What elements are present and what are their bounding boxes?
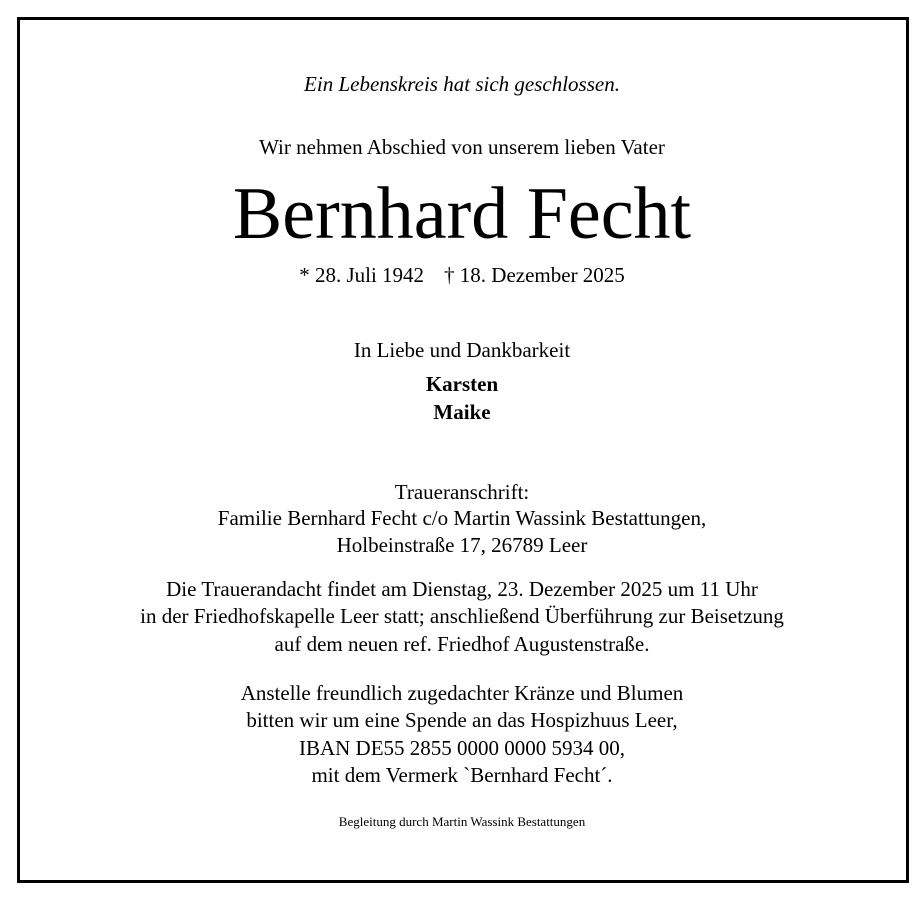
address-label: Traueranschrift: [394,480,530,504]
address-line: Holbeinstraße 17, 26789 Leer [336,533,588,557]
survivor-name: Maike [433,400,491,424]
survivor-name: Karsten [425,372,499,396]
deceased-name: Bernhard Fecht [232,173,692,255]
service-line: in der Friedhofskapelle Leer statt; anschließend Überführung zur Beisetzung [140,604,784,628]
donation-line: Anstelle freundlich zugedachter Kränze und Blumen [240,681,684,705]
birth-date: * 28. Juli 1942 [299,263,425,287]
funeral-home-credit: Begleitung durch Martin Wassink Bestattungen [338,814,586,829]
donation-line: mit dem Vermerk `Bernhard Fecht´. [311,763,613,787]
service-line: Die Trauerandacht findet am Dienstag, 23. Dezember 2025 um 11 Uhr [166,577,758,601]
address-line: Familie Bernhard Fecht c/o Martin Wassink Bestattungen, [217,506,707,530]
donation-line: IBAN DE55 2855 0000 0000 5934 00, [298,736,626,760]
life-dates [0,265,924,286]
closing-text: In Liebe und Dankbarkeit [353,338,571,362]
donation-line: bitten wir um eine Spende an das Hospizhuus Leer, [246,708,678,732]
intro-text: Wir nehmen Abschied von unserem lieben Vater [259,135,665,159]
service-line: auf dem neuen ref. Friedhof Augustenstraße. [274,632,650,656]
death-date: † 18. Dezember 2025 [444,263,625,287]
motto: Ein Lebenskreis hat sich geschlossen. [304,72,620,96]
